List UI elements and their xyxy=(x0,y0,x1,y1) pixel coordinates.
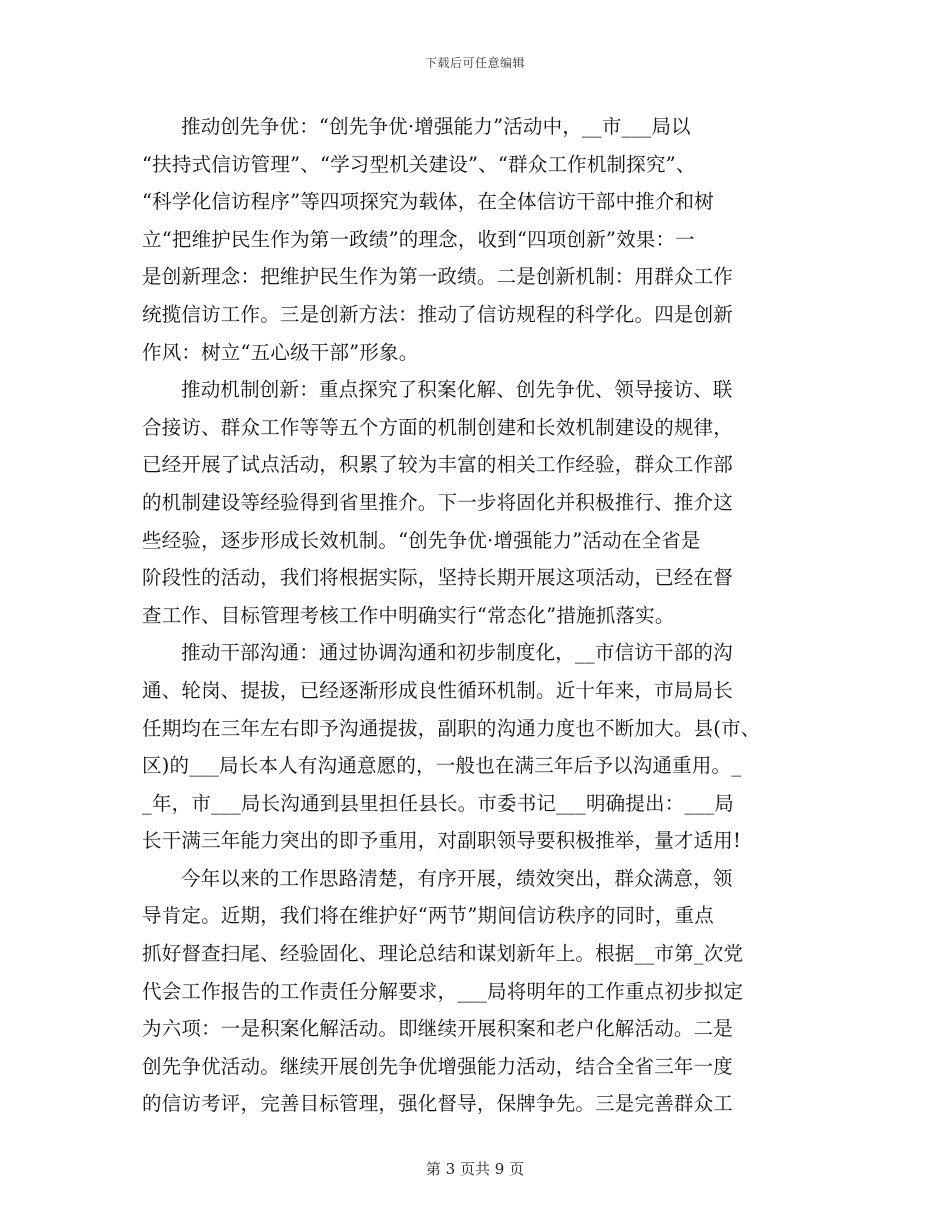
text-line: 导肯定。近期，我们将在维护好“两节”期间信访秩序的同时，重点 xyxy=(142,904,714,928)
text-line: 通、轮岗、提拔，已经逐渐形成良性循环机制。近十年来，市局局长 xyxy=(142,678,734,702)
text-line: 今年以来的工作思路清楚，有序开展，绩效突出，群众满意，领 xyxy=(181,866,733,890)
text-line: 的信访考评，完善目标管理，强化督导，保牌争先。三是完善群众工 xyxy=(142,1092,734,1116)
text-line: 立“把维护民生作为第一政绩”的理念，收到“四项创新”效果：一 xyxy=(142,227,695,251)
text-line: 些经验，逐步形成长效机制。“创先争优·增强能力”活动在全省是 xyxy=(142,528,701,552)
text-line: “科学化信访程序”等四项探究为载体，在全体信访干部中推介和树 xyxy=(142,190,714,214)
page-header: 下载后可任意编辑 xyxy=(424,56,525,70)
text-line: 已经开展了试点活动，积累了较为丰富的相关工作经验，群众工作部 xyxy=(142,453,734,477)
text-line: 为六项：一是积案化解活动。即继续开展积案和老户化解活动。二是 xyxy=(142,1017,734,1041)
text-line: “扶持式信访管理”、“学习型机关建设”、“群众工作机制探究”、 xyxy=(142,152,696,176)
text-line: 查工作、目标管理考核工作中明确实行“常态化”措施抓落实。 xyxy=(142,603,675,627)
text-line: _年，市___局长沟通到县里担任县长。市委书记___明确提出：___局 xyxy=(142,791,735,815)
text-line: 推动干部沟通：通过协调沟通和初步制度化，__市信访干部的沟 xyxy=(181,641,733,665)
text-line: 统揽信访工作。三是创新方法：推动了信访规程的科学化。四是创新 xyxy=(142,302,734,326)
text-line: 推动创先争优：“创先争优·增强能力”活动中，__市___局以 xyxy=(181,115,691,138)
page-footer: 第 3 页共 9 页 xyxy=(425,1160,525,1178)
text-line: 作风：树立“五心级干部”形象。 xyxy=(142,340,419,364)
text-line: 区)的___局长本人有沟通意愿的，一般也在满三年后予以沟通重用。_ xyxy=(142,754,742,778)
text-line: 长干满三年能力突出的即予重用，对副职领导要积极推举，量才适用! xyxy=(142,829,742,853)
text-line: 代会工作报告的工作责任分解要求，___局将明年的工作重点初步拟定 xyxy=(142,979,744,1003)
text-line: 抓好督查扫尾、经验固化、理论总结和谋划新年上。根据__市第_次党 xyxy=(142,942,744,966)
text-line: 的机制建设等经验得到省里推介。下一步将固化并积极推行、推介这 xyxy=(142,490,734,514)
text-line: 任期均在三年左右即予沟通提拔，副职的沟通力度也不断加大。县(市、 xyxy=(142,716,761,740)
text-line: 是创新理念：把维护民生作为第一政绩。二是创新机制：用群众工作 xyxy=(142,265,734,289)
text-line: 合接访、群众工作等等五个方面的机制创建和长效机制建设的规律， xyxy=(142,415,734,439)
text-line: 阶段性的活动，我们将根据实际，坚持长期开展这项活动，已经在督 xyxy=(142,566,734,590)
document-body xyxy=(142,108,802,1123)
text-line: 创先争优活动。继续开展创先争优增强能力活动，结合全省三年一度 xyxy=(142,1054,734,1078)
text-line: 推动机制创新：重点探究了积案化解、创先争优、领导接访、联 xyxy=(181,378,733,402)
